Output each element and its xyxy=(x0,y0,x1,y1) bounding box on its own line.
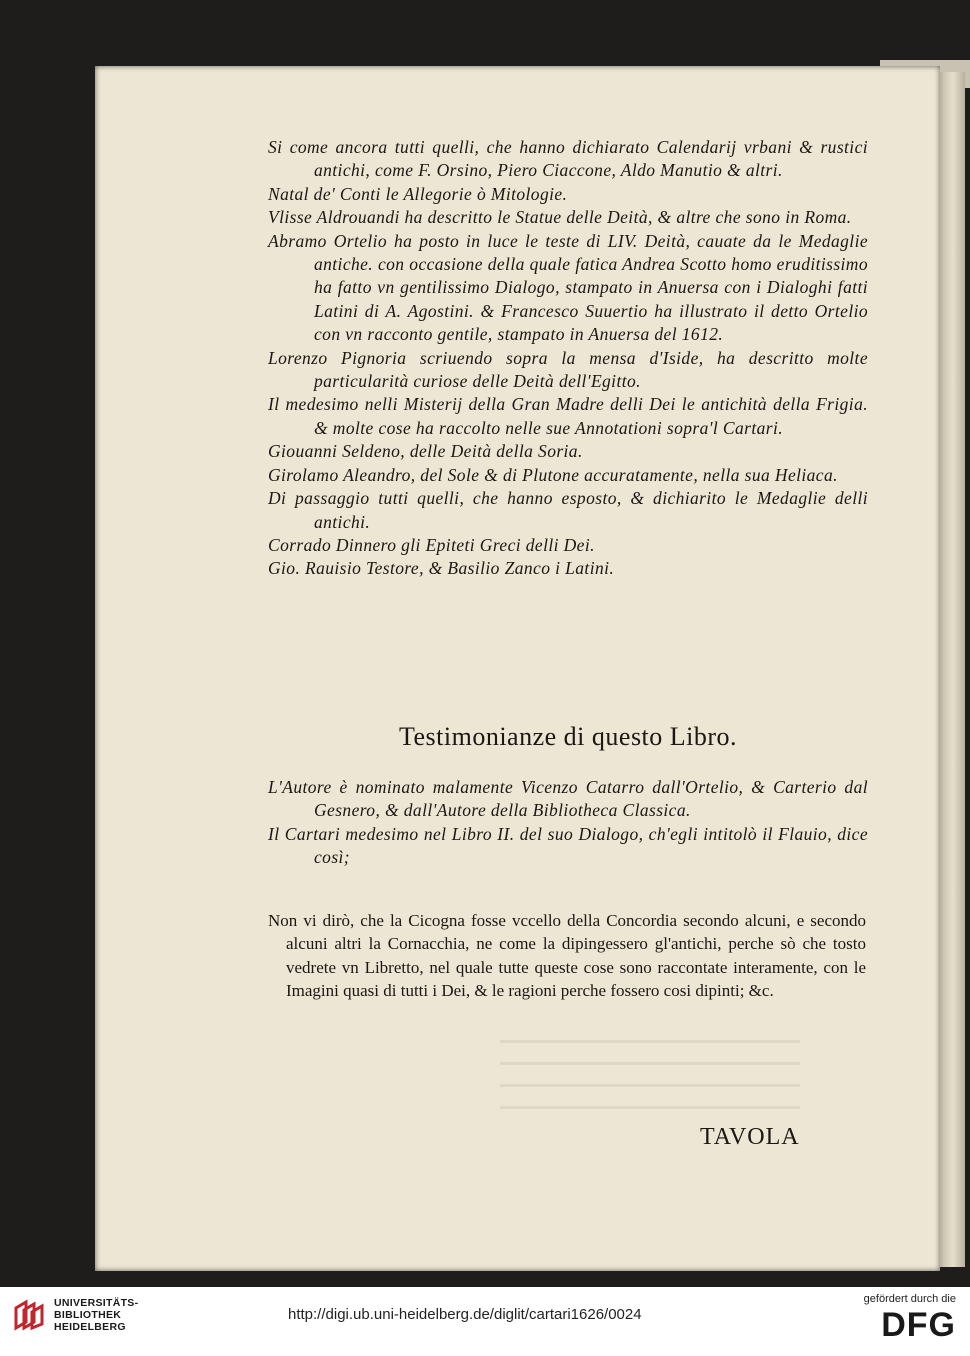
entry: Natal de' Conti le Allegorie ò Mitologie. xyxy=(268,183,568,204)
library-name-line: UNIVERSITÄTS- xyxy=(54,1297,139,1309)
library-logo-icon xyxy=(12,1298,46,1332)
library-logo[interactable] xyxy=(12,1297,138,1333)
show-through-texture xyxy=(500,1040,800,1120)
entry: Il medesimo nelli Misterij della Gran Madre delli Dei le antichità della Frigia. & molte cose ha raccolto nelle sue Annotationi sopra'l Cartari. xyxy=(268,394,868,438)
entry: Vlisse Aldrouandi ha descritto le Statue delle Deità, & altre che sono in Roma. xyxy=(268,207,852,228)
viewer-footer xyxy=(0,1287,970,1356)
testimonies xyxy=(268,776,868,870)
entry: Giouanni Seldeno, delle Deità della Soria. xyxy=(268,441,583,462)
testimony: Il Cartari medesimo nel Libro II. del suo Dialogo, ch'egli intitolò il Flauio, dice così; xyxy=(268,823,868,868)
entry: Gio. Rauisio Testore, & Basilio Zanco i Latini. xyxy=(268,558,615,579)
sponsor-block[interactable] xyxy=(864,1293,956,1345)
permalink-url[interactable]: http://digi.ub.uni-heidelberg.de/diglit/cartari1626/0024 xyxy=(288,1306,642,1323)
entry: Girolamo Aleandro, del Sole & di Plutone accuratamente, nella sua Heliaca. xyxy=(268,464,838,485)
library-name xyxy=(54,1297,138,1333)
section-heading: Testimonianze di questo Libro. xyxy=(398,722,738,751)
entry: Abramo Ortelio ha posto in luce le teste di LIV. Deità, cauate da le Medaglie antiche. con occasione della quale fatica Andrea Scotto homo eruditissimo ha fatto vn gentilissimo Dialogo, stampato in Anuersa con i Dialoghi fatti Latini di A. Agostini. & Francesco Suuertio ha illustrato il detto Ortelio con vn racconto gentile, stampato in Anuersa del 1612. xyxy=(268,230,868,345)
sponsor-label: gefördert durch die xyxy=(863,1293,956,1305)
dfg-logo: DFG xyxy=(881,1306,956,1344)
entry: Si come ancora tutti quelli, che hanno dichiarato Calendarij vrbani & rustici antichi, come F. Orsino, Piero Ciaccone, Aldo Manutio & altri. xyxy=(268,137,868,181)
entry: Lorenzo Pignoria scriuendo sopra la mensa d'Iside, ha descritto molte particularità curiose delle Deità dell'Egitto. xyxy=(268,347,868,392)
entry: Di passaggio tutti quelli, che hanno esposto, & dichiarito le Medaglie delli antichi. xyxy=(268,488,868,532)
library-name-line: HEIDELBERG xyxy=(54,1321,126,1333)
bibliography-entries xyxy=(268,136,868,581)
entry: Corrado Dinnero gli Epiteti Greci delli Dei. xyxy=(268,534,595,555)
testimony: L'Autore è nominato malamente Vicenzo Catarro dall'Ortelio, & Carterio dal Gesnero, & dall'Autore della Bibliotheca Classica. xyxy=(268,777,868,821)
quoted-passage: Non vi dirò, che la Cicogna fosse vccello della Concordia secondo alcuni, e secondo alcuni altri la Cornacchia, ne come la dipingessero gl'antichi, perche sò che tosto vedrete vn Libretto, nel quale tutte queste cose sono raccontate interamente, con le Imagini quasi di tutti i Dei, & le ragioni perche fossero cosi dipinti; &c. xyxy=(268,911,866,1001)
library-name-line: BIBLIOTHEK xyxy=(54,1309,122,1321)
catchword: TAVOLA xyxy=(700,1124,800,1150)
